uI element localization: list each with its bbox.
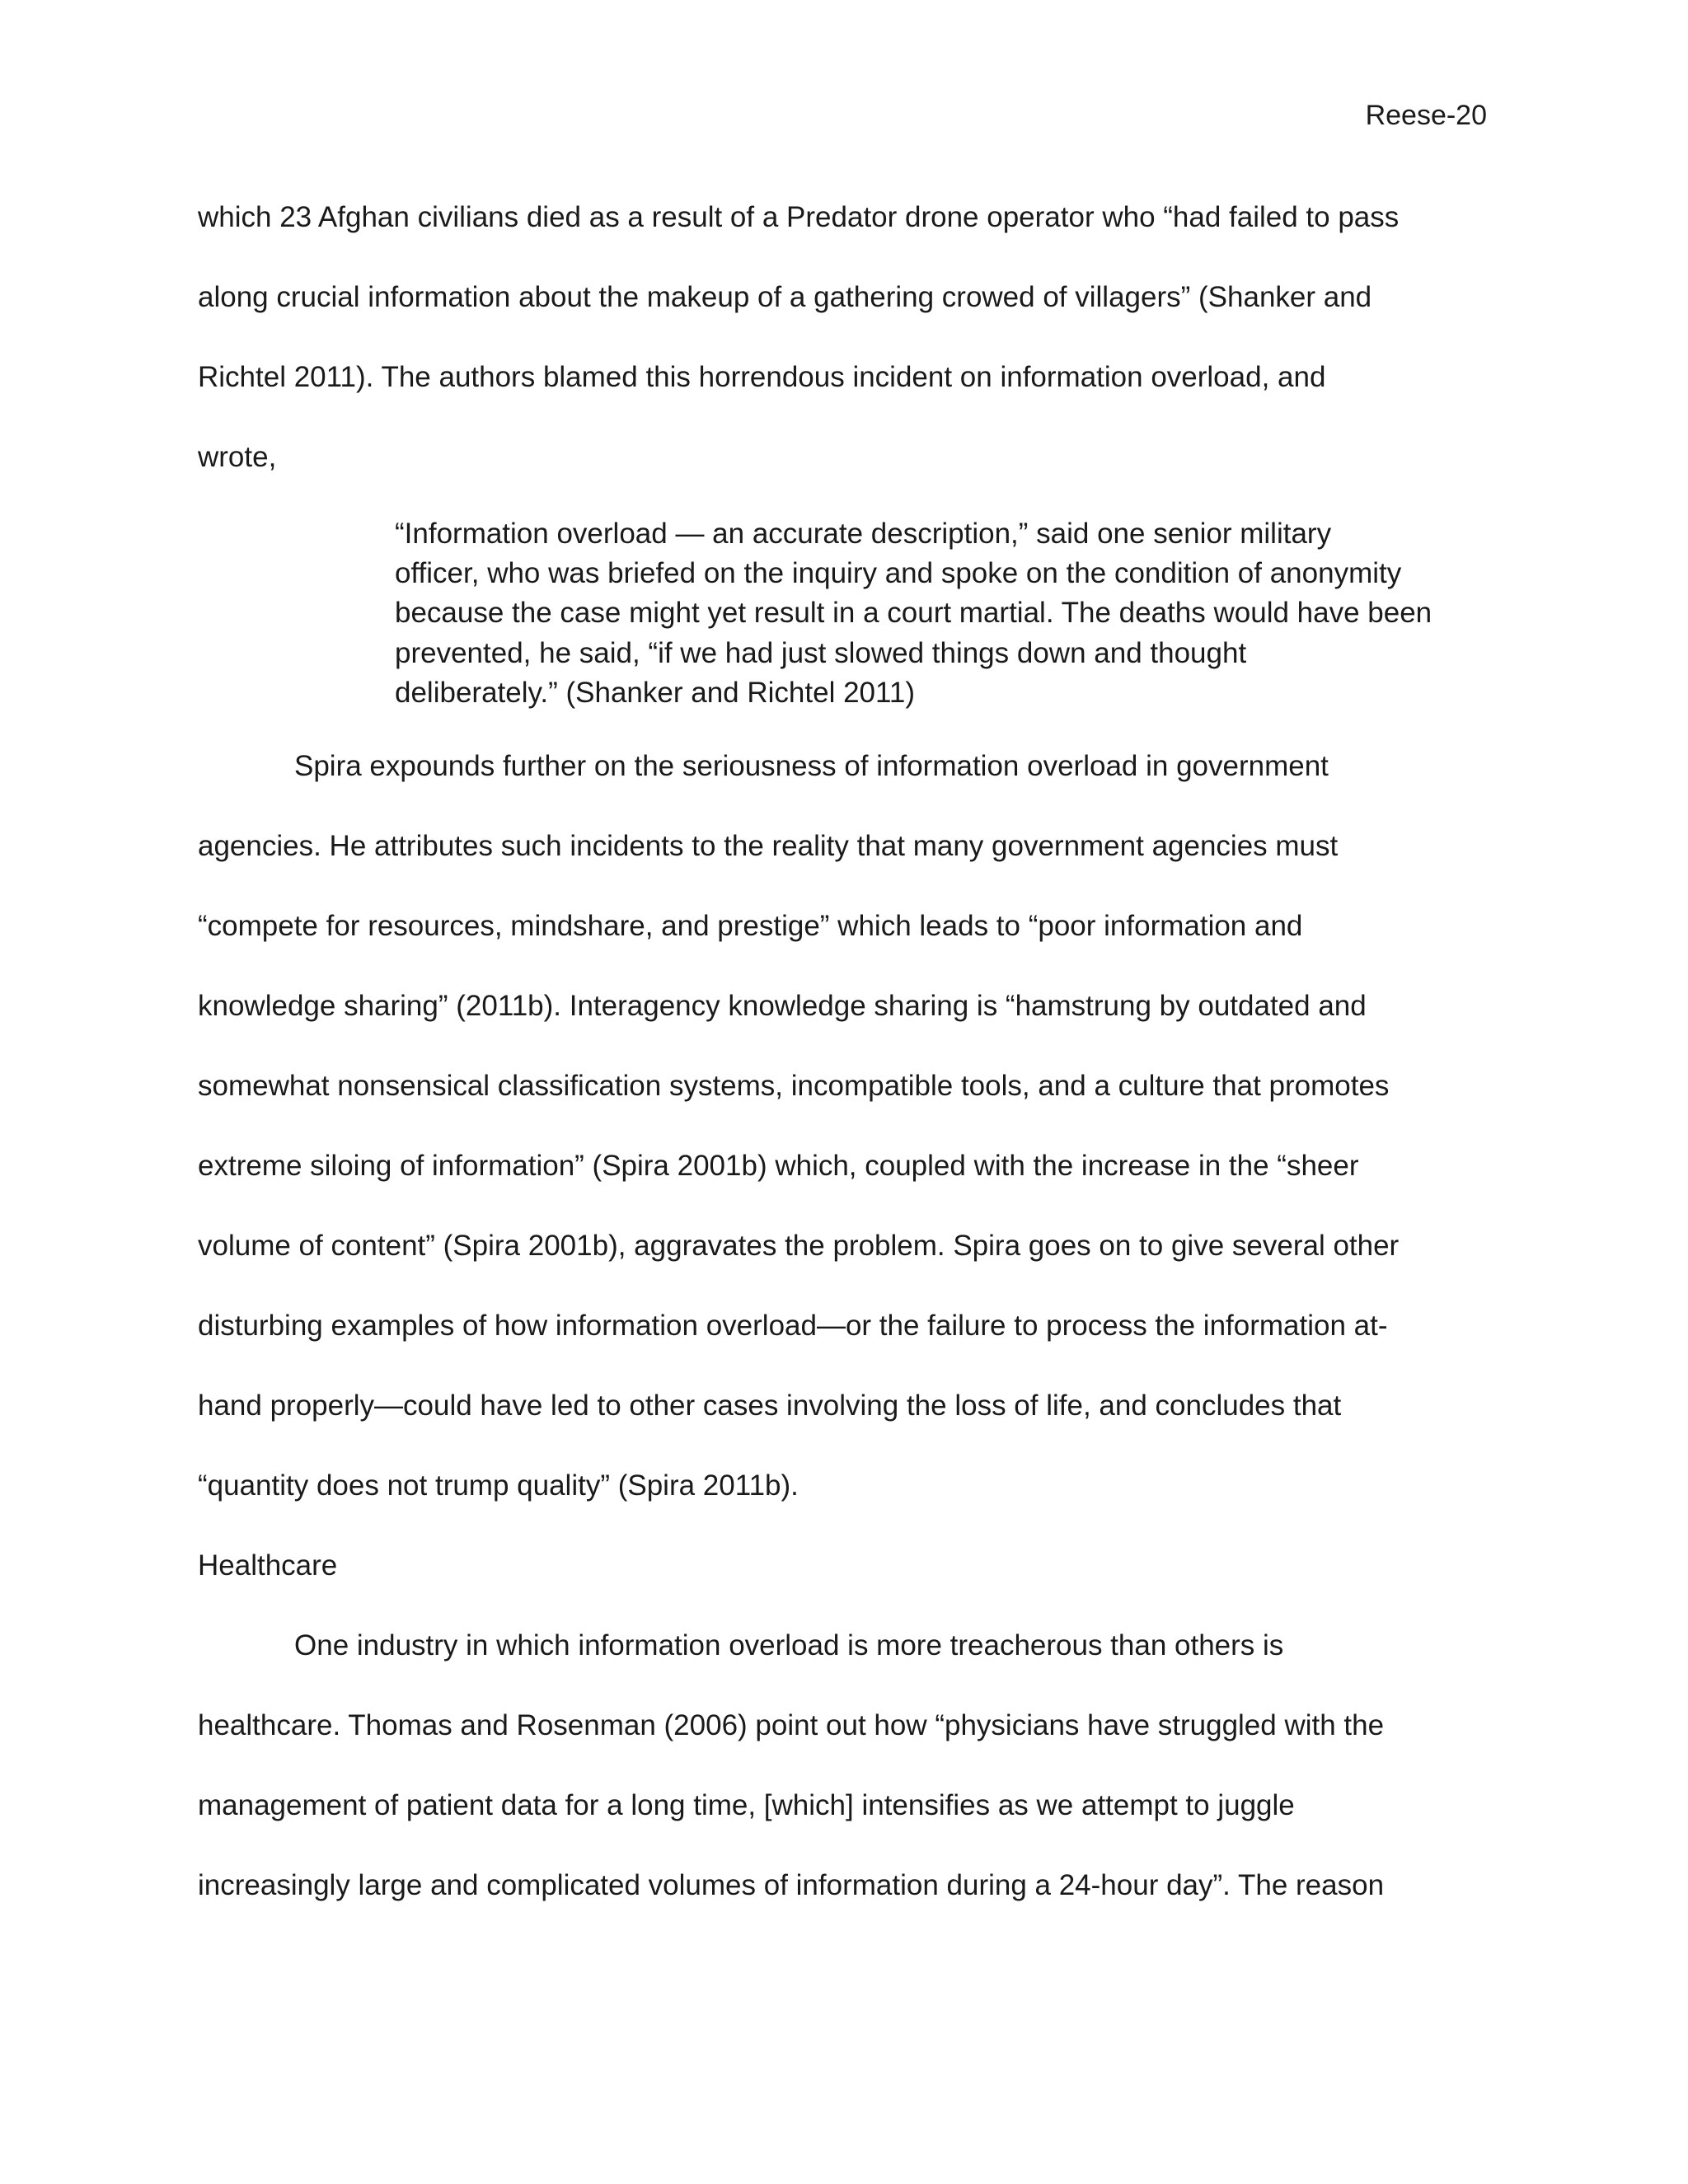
body-line: which 23 Afghan civilians died as a result of a Predator drone operator who “had failed to pass	[198, 201, 1400, 233]
body-line: volume of content” (Spira 2001b), aggravates the problem. Spira goes on to give several other	[198, 1230, 1400, 1262]
body-line: knowledge sharing” (2011b). Interagency knowledge sharing is “hamstrung by outdated and	[198, 990, 1367, 1022]
body-line: agencies. He attributes such incidents to the reality that many government agencies must	[198, 830, 1339, 862]
body-line: wrote,	[198, 441, 277, 473]
body-line: One industry in which information overload is more treacherous than others is	[294, 1629, 1284, 1661]
body-line: increasingly large and complicated volumes of information during a 24-hour day”. The reason	[198, 1869, 1385, 1901]
block-quote-line: because the case might yet result in a court martial. The deaths would have been	[395, 597, 1432, 629]
block-quote-line: deliberately.” (Shanker and Richtel 2011)	[395, 677, 915, 709]
body-line: Richtel 2011). The authors blamed this horrendous incident on information overload, and	[198, 361, 1326, 393]
body-line: disturbing examples of how information overload—or the failure to process the information at-	[198, 1310, 1388, 1342]
body-line: Spira expounds further on the seriousness of information overload in government	[294, 750, 1329, 782]
body-line: healthcare. Thomas and Rosenman (2006) point out how “physicians have struggled with the	[198, 1709, 1385, 1741]
body-line: somewhat nonsensical classification systems, incompatible tools, and a culture that promotes	[198, 1070, 1390, 1102]
body-line: “compete for resources, mindshare, and prestige” which leads to “poor information and	[198, 910, 1303, 942]
block-quote-line: “Information overload — an accurate description,” said one senior military	[395, 518, 1332, 550]
body-line: management of patient data for a long time, [which] intensifies as we attempt to juggle	[198, 1789, 1295, 1821]
body-line: along crucial information about the makeup of a gathering crowed of villagers” (Shanker and	[198, 281, 1372, 313]
block-quote-line: officer, who was briefed on the inquiry and spoke on the condition of anonymity	[395, 557, 1402, 589]
body-line: “quantity does not trump quality” (Spira 2011b).	[198, 1469, 799, 1502]
body-line: extreme siloing of information” (Spira 2001b) which, coupled with the increase in the “sheer	[198, 1150, 1359, 1182]
body-line: hand properly—could have led to other cases involving the loss of life, and concludes that	[198, 1390, 1342, 1422]
block-quote-line: prevented, he said, “if we had just slowed things down and thought	[395, 637, 1247, 669]
running-head: Reese-20	[1365, 100, 1487, 131]
section-heading: Healthcare	[198, 1549, 338, 1582]
